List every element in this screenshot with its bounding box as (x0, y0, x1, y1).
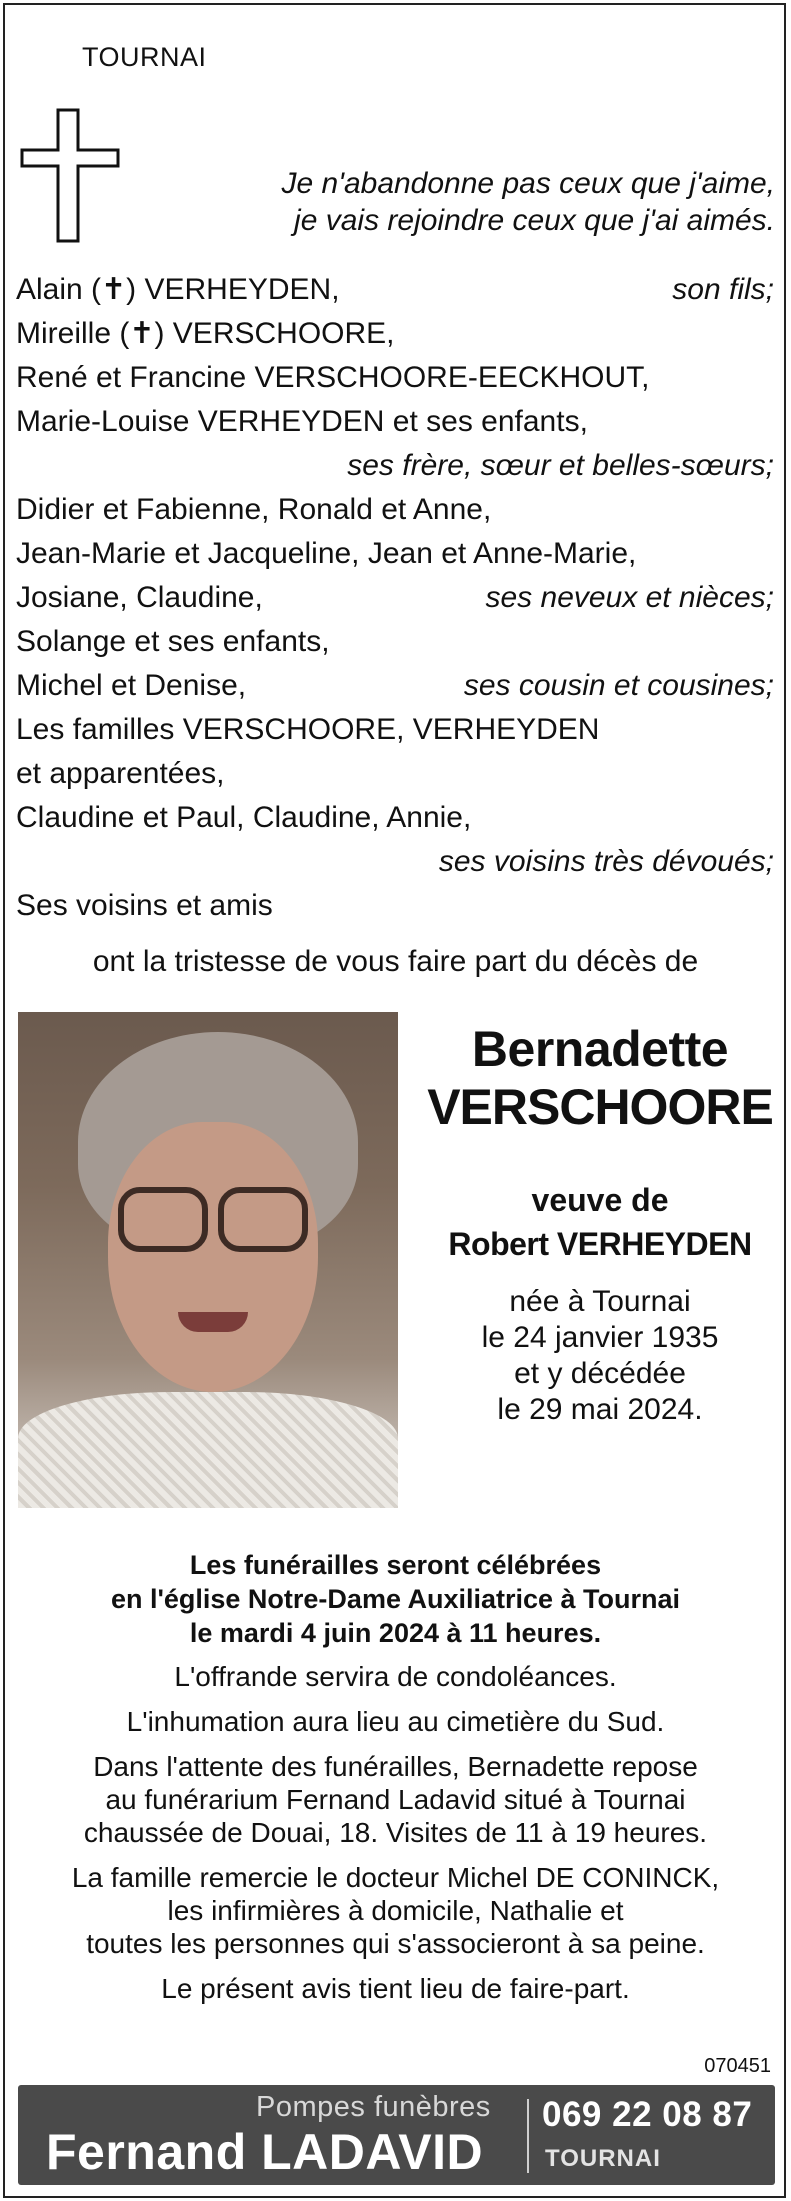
pompes-funebres-label: Pompes funèbres (256, 2091, 491, 2123)
cross-icon (20, 108, 120, 243)
family-names: Jean-Marie et Jacqueline, Jean et Anne-Marie, (16, 537, 637, 570)
header-city: TOURNAI (82, 42, 207, 72)
date-line: née à Tournai (509, 1285, 691, 1318)
paragraph-line: L'offrande servira de condoléances. (174, 1661, 617, 1692)
family-line (16, 268, 774, 312)
family-line (16, 356, 774, 400)
funeral-home-banner (18, 2085, 775, 2185)
family-names: Mireille (✝) VERSCHOORE, (16, 317, 395, 350)
family-names: Solange et ses enfants, (16, 625, 330, 658)
family-names: et apparentées, (16, 757, 225, 790)
footer-divider (527, 2099, 529, 2173)
paragraph-line: chaussée de Douai, 18. Visites de 11 à 19 heures. (83, 1817, 708, 1848)
company-name: Fernand LADAVID (46, 2124, 484, 2180)
family-line (16, 620, 774, 664)
family-line (16, 840, 774, 884)
widow-of-label: veuve de (531, 1182, 669, 1218)
photo-mouth (178, 1312, 248, 1332)
family-line (16, 400, 774, 444)
date-line: et y décédée (514, 1357, 686, 1390)
family-relation: ses neveux et nièces; (485, 581, 774, 614)
family-names: Josiane, Claudine, (16, 581, 263, 614)
family-names: Didier et Fabienne, Ronald et Anne, (16, 493, 492, 526)
photo-shirt (18, 1392, 398, 1508)
family-names: Claudine et Paul, Claudine, Annie, (16, 801, 472, 834)
family-relation: ses frère, sœur et belles-sœurs; (347, 449, 774, 482)
family-names: Alain (✝) VERHEYDEN, (16, 273, 340, 306)
life-dates (420, 1284, 780, 1428)
family-list (16, 268, 774, 928)
funeral-paragraph (0, 1705, 791, 1738)
announcement: ont la tristesse de vous faire part du décès de (92, 945, 699, 978)
paragraph-line: au funérarium Fernand Ladavid situé à Tournai (105, 1784, 686, 1815)
family-names: Michel et Denise, (16, 669, 247, 702)
funeral-bold-line: Les funérailles seront célébrées (189, 1550, 602, 1580)
phone-number: 069 22 08 87 (542, 2095, 753, 2134)
deceased-first-name: Bernadette (471, 1021, 729, 1077)
family-line (16, 796, 774, 840)
family-line (16, 664, 774, 708)
epigraph-line: je vais rejoindre ceux que j'ai aimés. (294, 204, 775, 237)
photo-face (108, 1122, 318, 1392)
family-line (16, 576, 774, 620)
family-line (16, 884, 774, 928)
date-line: le 29 mai 2024. (497, 1393, 703, 1426)
spouse-name: Robert VERHEYDEN (448, 1226, 752, 1262)
deceased-block (420, 1020, 780, 1428)
paragraph-line: toutes les personnes qui s'associeront à sa peine. (86, 1928, 705, 1959)
photo-glasses-right (218, 1187, 308, 1252)
funeral-bold-line: en l'église Notre-Dame Auxiliatrice à Tournai (110, 1584, 681, 1614)
paragraph-line: La famille remercie le docteur Michel DE CONINCK, (71, 1862, 720, 1893)
family-line (16, 488, 774, 532)
funeral-paragraph (0, 1660, 791, 1693)
paragraph-line: Dans l'attente des funérailles, Bernadette repose (93, 1751, 698, 1782)
family-line (16, 444, 774, 488)
family-names: René et Francine VERSCHOORE-EECKHOUT, (16, 361, 650, 394)
family-names: Ses voisins et amis (16, 889, 273, 922)
date-line: le 24 janvier 1935 (481, 1321, 719, 1354)
family-line (16, 532, 774, 576)
funeral-paragraph (0, 1972, 791, 2005)
paragraph-line: les infirmières à domicile, Nathalie et (167, 1895, 624, 1926)
family-names: Marie-Louise VERHEYDEN et ses enfants, (16, 405, 588, 438)
family-line (16, 312, 774, 356)
funeral-paragraph (0, 1861, 791, 1960)
paragraph-line: L'inhumation aura lieu au cimetière du Sud. (126, 1706, 665, 1737)
reference-number: 070451 (704, 2055, 771, 2077)
family-relation: son fils; (672, 273, 774, 306)
funeral-paragraph (0, 1750, 791, 1849)
footer-town: TOURNAI (545, 2145, 661, 2172)
epigraph-line: Je n'abandonne pas ceux que j'aime, (281, 167, 775, 200)
funeral-bold-line: le mardi 4 juin 2024 à 11 heures. (189, 1618, 602, 1648)
family-names: Les familles VERSCHOORE, VERHEYDEN (16, 713, 600, 746)
funeral-details (0, 1548, 791, 2005)
family-line (16, 752, 774, 796)
family-relation: ses voisins très dévoués; (438, 845, 774, 878)
family-line (16, 708, 774, 752)
family-relation: ses cousin et cousines; (463, 669, 774, 702)
paragraph-line: Le présent avis tient lieu de faire-part. (161, 1973, 630, 2004)
epigraph (155, 165, 775, 239)
portrait-photo (18, 1012, 398, 1508)
photo-glasses-left (118, 1187, 208, 1252)
deceased-last-name: VERSCHOORE (427, 1079, 773, 1135)
